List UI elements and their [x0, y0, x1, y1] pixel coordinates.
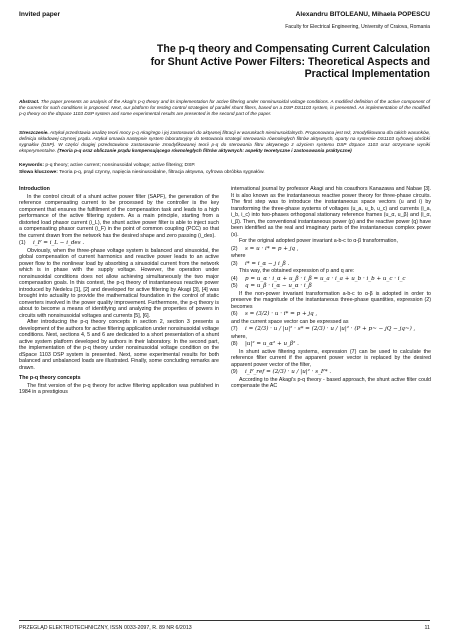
- right-paragraph-3: This way, the obtained expression of p and q are:: [239, 268, 355, 274]
- equation-4-number: (4): [231, 275, 238, 282]
- keywords-text: p-q theory; active current; nonsinusoidal voltage; active filtering; DSP.: [45, 163, 196, 168]
- equation-1-body: i_F = i_L − i_des .: [33, 240, 85, 246]
- keywords: [19, 163, 430, 169]
- equation-6: [231, 311, 431, 318]
- right-paragraph-5: and the current space vector can be expressed as: [231, 318, 349, 325]
- equation-8-body: |u|² = u_α² + u_β² .: [245, 341, 299, 347]
- right-paragraph-2: For the original adopted power invariant a-b-c to α-β transformation,: [239, 238, 398, 244]
- left-column: [19, 186, 219, 396]
- intro-paragraph-3: After introducing the p-q theory concepts in section 2, section 3 presents a development of the authors for active filtering application under nonsinusoidal voltage conditions. Next, sections 4, 5 and 6 are dedicated to a short presentation of a shunt active system platform developed by authors in their laboratory. In the second part, the implementation of the p-q theory under nonsinusoidal voltage condition on the dSpace 1103 DSP system is presented. Next, some experimental results for both balanced and unbalanced loads are illustrated. Finally, some concluding remarks are drawn.: [19, 319, 219, 371]
- intro-paragraph-1: In the control circuit of a shunt active power filter (SAPF), the generation of the reference compensating current to be processed by the controller is the key component that ensures the fulfillment of the compensation task and leads to a high performance of the active filtering system. As a main principle, starting from a distorted load phasor current (i_L), the shunt active power filter is able to inject such a compensating phasor current (i_F) in the point of common coupling (PCC) so that the current drawn from the network has the desired shape and zero passing (i_des).: [19, 193, 219, 239]
- where-label-1: where: [231, 253, 246, 259]
- equation-8: [231, 341, 431, 348]
- equation-3: [231, 261, 431, 268]
- equation-8-number: (8): [231, 341, 238, 347]
- paper-title: The p-q theory and Compensating Current Calculation for Shunt Active Power Filters: Theoretical Aspects and Practical Implementation: [150, 43, 430, 81]
- streszczenie-label: Streszczenie.: [19, 130, 49, 135]
- abstract: [19, 99, 430, 117]
- keywords-label: Keywords:: [19, 163, 45, 168]
- authors: Alexandru BITOLEANU, Mihaela POPESCU: [295, 11, 430, 18]
- equation-6-body: s = (3/2) · u · i* = p + jq ,: [245, 311, 318, 317]
- keywords-pl-text: Teoria p-q, prąd czynny, napięcia niesinusoidalne, filtracja aktywna, cyfrowa obróbka sygnałów.: [59, 170, 265, 175]
- equation-3-number: (3): [231, 260, 238, 267]
- journal-footer: PRZEGLĄD ELEKTROTECHNICZNY, ISSN 0033-2097, R. 89 NR 6/2013: [19, 625, 192, 631]
- abstract-label: Abstract.: [19, 99, 40, 104]
- equation-5-number: (5): [231, 283, 238, 289]
- right-paragraph-6: In shunt active filtering systems, expression (7) can be used to calculate the reference filter current if the apparent power vector is replaced by the desired apparent power vector of the filter,: [231, 348, 431, 368]
- right-paragraph-7: According to the Akagi's p-q theory - based approach, the shunt active filter could compensate the AC: [231, 376, 431, 389]
- equation-2-body: s = u · i* = p + jq ,: [245, 245, 299, 252]
- streszczenie-text: Artykuł przedstawia analizę teorii mocy p-q Akagi'ego i jej zastosowań do aktywnej filtracji w warunkach niesinusoidalnych. Proponowana jest też, zmodyfikowana dla takich warunków, definicja składowej czynnej prądu. Artykuł omawia następnie system laboratoryjny do testowania strategii sterowania równoległych filtrów aktywnych, oparty na systemie DS1103 cyfrowej obróbki sygnałów (DSP). W części drugiej przedstawiono zastosowanie zmodyfikowanej teorii p-q do sterowania filtru aktywnego z użyciem systemu DSP dSpace 1103 oraz otrzymane wyniki eksperymentalne.: [19, 130, 430, 153]
- equation-7-body: i = (2/3) · u / |u|² · s* = (2/3) · u / |u|² · (P + p~ − jQ − jq~) ,: [245, 326, 416, 332]
- footer-rule: [19, 620, 430, 621]
- streszczenie-title-pl: (Teoria p-q oraz obliczanie prądu kompensującego równoległych filtrów aktywnych: aspekty teoretyczne i zastosowania praktyczne): [57, 148, 352, 153]
- equation-2-number: (2): [231, 245, 238, 252]
- equation-1-number: (1): [19, 240, 26, 246]
- page-number: 11: [424, 625, 430, 631]
- section-introduction-heading: Introduction: [19, 186, 50, 192]
- equation-9-body: i_F_ref = (2/3) · u / |u|² · s_F* .: [245, 369, 332, 375]
- section-pq-heading: The p-q theory concepts: [19, 375, 81, 381]
- pq-paragraph-1: The first version of the p-q theory for active filtering application was published in 1984 in a prestigious: [19, 382, 219, 395]
- where-label-2: where,: [231, 333, 247, 340]
- equation-5: [231, 283, 431, 290]
- right-column: [231, 186, 431, 390]
- equation-4: [231, 276, 431, 283]
- right-paragraph-1: international journal by professor Akagi and his coauthors Kanazawa and Nabae [3]. It is also known as the instantaneous reactive power theory for three-phase circuits. The first step was to introduce the instantaneous space vectors (u and i) by transforming the three-phase systems of voltages (u_a, u_b, u_c) and currents (i_a, i_b, i_c) into two-phases orthogonal stationary reference frames (u_α, u_β) and (i_α, i_β). Then, the conventional instantaneous power (p) and the reactive power (q) have been identified as the real and imaginary parts of the instantaneous complex power (s).: [231, 186, 431, 238]
- equation-7-number: (7): [231, 326, 238, 332]
- equation-5-body: q = u_β · i_α − u_α · i_β: [245, 283, 312, 289]
- invited-paper-label: Invited paper: [19, 11, 61, 18]
- abstract-text: The paper presents an analysis of the Akagi's p-q theory and its implementation for active filtering under nonsinusoidal voltage conditions. A modified definition of the active component of the current for such conditions is proposed. Next, our platform for testing control strategies of parallel shunt filters, based on a DSP DS1103 system, is presented. An implementation of the modified p-q theory on the dSpace 1103 DSP system and some experimental results are presented in the second part of the paper.: [19, 99, 430, 116]
- equation-1: [19, 240, 219, 247]
- equation-3-body: i* = i_α − j i_β .: [245, 260, 290, 267]
- equation-7: [231, 326, 431, 333]
- equation-2: [231, 246, 431, 253]
- streszczenie: [19, 130, 430, 154]
- intro-paragraph-2: Obviously, when the three-phase voltage system is balanced and sinusoidal, the global compensation of current harmonics and reactive power leads to an active power flow to the nonlinear load by absorbing a sinusoidal current from the network which is in phase with the supply voltage. However, the operation under nonsinusoidal conditions does not allow achieving simultaneously the two major compensation goals. In this context, the p-q theory of instantaneous reactive power introduced by Nedelcu [1], [2] and developed for active filtering by Akagi [3], [4] was brought into actuality to provide the mathematical foundation in the control of static converters involved in the power quality improvement. Furthermore, the p-q theory is about to become a means of identifying and analyzing the properties of powers in circuits with nonsinusoidal voltages and currents [5], [6].: [19, 247, 219, 319]
- right-paragraph-4: If the non-power invariant transformation a-b-c to α-β is adopted in order to preserve the magnitude of the instantaneous three-phase quantities, expression (2) becomes: [231, 290, 431, 310]
- keywords-pl-label: Słowa kluczowe:: [19, 170, 58, 175]
- equation-9-number: (9): [231, 369, 238, 375]
- equation-6-number: (6): [231, 311, 238, 317]
- keywords-pl: [19, 170, 430, 176]
- equation-4-body: p = u_α · i_α + u_β · i_β = u_a · i_a + u_b · i_b + u_c · i_c: [245, 275, 406, 282]
- equation-9: [231, 369, 431, 376]
- affiliation: Faculty for Electrical Engineering, University of Craiova, Romania: [285, 24, 430, 30]
